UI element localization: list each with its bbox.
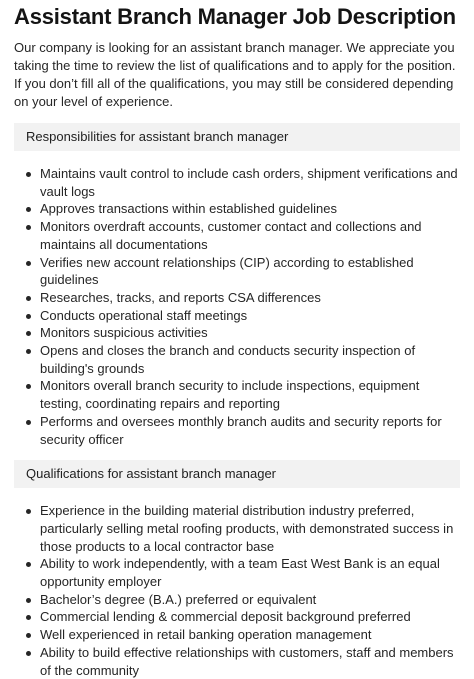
responsibility-text: Monitors overdraft accounts, customer contact and collections and maintains all documentations bbox=[40, 219, 422, 252]
responsibility-item bbox=[14, 307, 460, 325]
responsibility-text: Maintains vault control to include cash orders, shipment verifications and vault logs bbox=[40, 166, 458, 199]
responsibility-text: Approves transactions within established guidelines bbox=[40, 201, 338, 217]
bullet-icon bbox=[26, 615, 31, 620]
bullet-icon bbox=[26, 225, 31, 230]
qualification-text: Experience in the building material distribution industry preferred, particularly selling metal roofing products, with demonstrated success in those products to a local contractor base bbox=[40, 503, 454, 554]
responsibility-item bbox=[14, 254, 460, 289]
intro-paragraph: Our company is looking for an assistant branch manager. We appreciate you taking the time to review the list of qualifications and to apply for the position. If you don’t fill all of the qualifications, you may still be considered depending on your level of experience. bbox=[14, 40, 456, 109]
responsibility-text: Opens and closes the branch and conducts security inspection of building's grounds bbox=[40, 343, 416, 376]
bullet-icon bbox=[26, 633, 31, 638]
bullet-icon bbox=[26, 509, 31, 514]
bullet-icon bbox=[26, 384, 31, 389]
responsibilities-list bbox=[14, 165, 460, 448]
bullet-icon bbox=[26, 296, 31, 301]
responsibility-text: Monitors suspicious activities bbox=[40, 325, 208, 341]
bullet-icon bbox=[26, 598, 31, 603]
bullet-icon bbox=[26, 207, 31, 212]
responsibility-text: Verifies new account relationships (CIP) according to established guidelines bbox=[40, 254, 414, 288]
qualification-text: Well experienced in retail banking operation management bbox=[40, 627, 372, 643]
responsibility-item bbox=[14, 342, 460, 377]
bullet-icon bbox=[26, 261, 31, 266]
bullet-icon bbox=[26, 172, 31, 177]
responsibility-item bbox=[14, 413, 460, 448]
qualifications-heading: Qualifications for assistant branch manager bbox=[14, 460, 460, 488]
page-title: Assistant Branch Manager Job Description bbox=[14, 4, 456, 29]
bullet-icon bbox=[26, 562, 31, 567]
responsibility-item bbox=[14, 165, 460, 200]
responsibility-item bbox=[14, 218, 460, 253]
bullet-icon bbox=[26, 349, 31, 354]
responsibility-text: Performs and oversees monthly branch audits and security reports for security officer bbox=[40, 413, 442, 447]
qualification-item bbox=[14, 555, 460, 590]
responsibility-item bbox=[14, 377, 460, 412]
qualification-text: Commercial lending & commercial deposit background preferred bbox=[40, 609, 411, 625]
qualification-item bbox=[14, 608, 460, 626]
responsibility-text: Researches, tracks, and reports CSA differences bbox=[40, 289, 321, 305]
bullet-icon bbox=[26, 331, 31, 336]
responsibility-item bbox=[14, 200, 460, 218]
bullet-icon bbox=[26, 651, 31, 656]
qualification-item bbox=[14, 502, 460, 555]
responsibility-text: Monitors overall branch security to include inspections, equipment testing, coordinating repairs and reporting bbox=[40, 378, 420, 412]
responsibilities-heading: Responsibilities for assistant branch manager bbox=[14, 123, 460, 151]
qualification-item bbox=[14, 626, 460, 644]
qualifications-list bbox=[14, 502, 460, 679]
responsibility-text: Conducts operational staff meetings bbox=[40, 307, 248, 323]
qualification-text: Ability to build effective relationships with customers, staff and members of the community bbox=[40, 644, 454, 678]
qualification-text: Bachelor’s degree (B.A.) preferred or equivalent bbox=[40, 591, 317, 607]
qualification-item bbox=[14, 644, 460, 679]
responsibility-item bbox=[14, 324, 460, 342]
responsibility-item bbox=[14, 289, 460, 307]
bullet-icon bbox=[26, 314, 31, 319]
qualification-text: Ability to work independently, with a team East West Bank is an equal opportunity employer bbox=[40, 556, 440, 590]
bullet-icon bbox=[26, 420, 31, 425]
qualification-item bbox=[14, 591, 460, 609]
